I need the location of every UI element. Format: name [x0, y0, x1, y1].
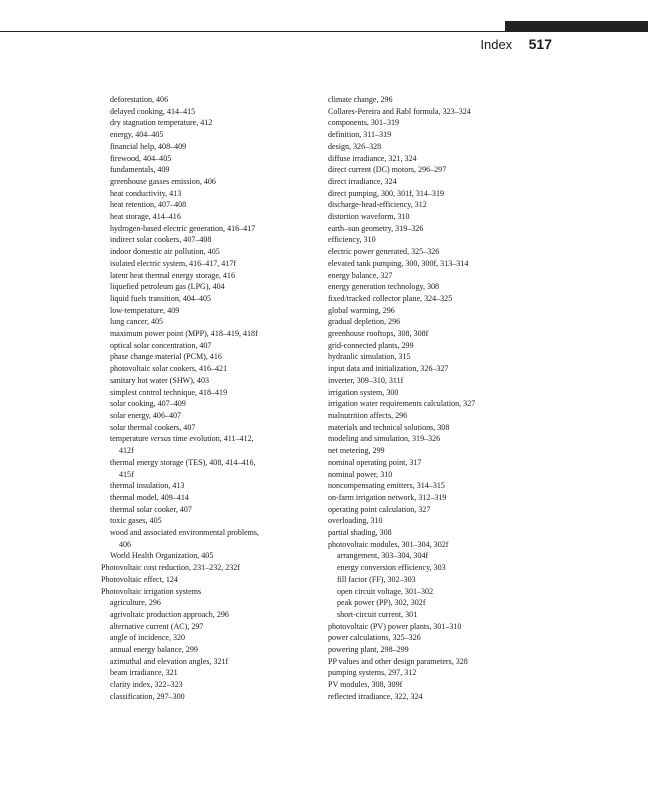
- index-entry: [101, 281, 301, 293]
- index-entry-text: Collares-Pereira and Rabl formula, 323–324: [328, 106, 471, 116]
- index-entry: [319, 457, 559, 469]
- index-entry-text: indirect solar cookers, 407–408: [110, 235, 212, 245]
- index-entry: [319, 539, 559, 551]
- index-entry-text: energy balance, 327: [328, 270, 393, 280]
- index-entry: [101, 609, 301, 621]
- index-entry: [101, 188, 301, 200]
- index-entry-text: climate change, 296: [328, 95, 393, 104]
- index-entry: [319, 480, 559, 492]
- index-entry: [319, 691, 559, 703]
- index-entry-text: arrangement, 303–304, 304f: [337, 551, 429, 561]
- index-entry-text: irrigation water requirements calculation, 327: [328, 399, 476, 409]
- index-entry-text: phase change material (PCM), 416: [110, 352, 222, 362]
- index-entry: [319, 270, 559, 282]
- index-entry: [101, 504, 301, 516]
- index-entry-text: efficiency, 310: [328, 235, 376, 245]
- index-entry-text: gradual depletion, 296: [328, 317, 401, 327]
- index-entry: [101, 351, 301, 363]
- index-entry: [101, 328, 301, 340]
- index-entry-text: clarity index, 322–323: [110, 680, 183, 690]
- index-entry-text: operating point calculation, 327: [328, 504, 431, 514]
- running-header: [480, 36, 552, 54]
- index-entry-text: agriculture, 296: [110, 598, 161, 608]
- index-column-right: [319, 94, 559, 703]
- index-entry-text: power calculations, 325–326: [328, 633, 421, 643]
- index-entry-text: heat retention, 407–408: [110, 200, 187, 210]
- index-entry: [319, 387, 559, 399]
- index-entry-text: materials and technical solutions, 308: [328, 422, 450, 432]
- index-entry-text: thermal energy storage (TES), 408, 414–416,: [110, 457, 256, 467]
- index-entry: [101, 94, 301, 106]
- index-entry: [319, 153, 559, 165]
- index-entry-text: overloading, 310: [328, 516, 383, 526]
- index-entry: [101, 293, 301, 305]
- index-entry-text: PV modules, 308, 309f: [328, 680, 403, 690]
- index-entry-text: malnutrition affects, 296: [328, 410, 408, 420]
- index-entry-text: partial shading, 308: [328, 528, 392, 538]
- index-entry-text: distortion waveform, 310: [328, 212, 410, 222]
- index-entry-text: on-farm irrigation network, 312–319: [328, 492, 447, 502]
- index-entry: [101, 550, 301, 562]
- index-entry: [319, 117, 559, 129]
- index-entry: [319, 504, 559, 516]
- index-entry: [319, 632, 559, 644]
- index-entry-text: World Health Organization, 405: [110, 551, 214, 561]
- index-entry-text: Photovoltaic cost reduction, 231–232, 232f: [101, 563, 241, 573]
- index-entry-text: electric power generated, 325–326: [328, 247, 440, 257]
- index-entry: [101, 141, 301, 153]
- index-entry-text: PP values and other design parameters, 328: [328, 656, 468, 666]
- index-entry: [101, 176, 301, 188]
- index-entry-text: agrivoltaic production approach, 296: [110, 609, 229, 619]
- index-entry-text: hydrogen-based electric generation, 416–417: [110, 223, 256, 233]
- index-entry: [101, 527, 301, 539]
- index-entry-text: definition, 311–319: [328, 130, 392, 140]
- index-entry: [101, 164, 301, 176]
- index-entry-text: open circuit voltage, 301–302: [337, 586, 434, 596]
- index-entry: [101, 492, 301, 504]
- index-entry: [319, 410, 559, 422]
- index-entry-text: elevated tank pumping, 300, 300f, 313–314: [328, 258, 469, 268]
- index-entry-text: direct pumping, 300, 301f, 314–319: [328, 188, 444, 198]
- index-entry: [101, 211, 301, 223]
- index-entry-text: photovoltaic (PV) power plants, 301–310: [328, 621, 462, 631]
- index-entry: [319, 375, 559, 387]
- index-entry-text: reflected irradiance, 322, 324: [328, 691, 423, 701]
- index-entry-text: heat storage, 414–416: [110, 212, 181, 222]
- index-entry-text: inverter, 309–310, 311f: [328, 375, 404, 385]
- index-entry: [319, 199, 559, 211]
- index-entry-text: simplest control technique, 418–419: [110, 387, 228, 397]
- index-entry-text: grid-connected plants, 299: [328, 340, 414, 350]
- index-entry-text: energy generation technology, 308: [328, 282, 440, 292]
- index-entry: [101, 621, 301, 633]
- index-entry-text: latent heat thermal energy storage, 416: [110, 270, 235, 280]
- index-entry: [101, 117, 301, 129]
- index-entry-text: fixed/tracked collector plane, 324–325: [328, 293, 453, 303]
- index-entry-text: low-temperature, 409: [110, 305, 180, 315]
- index-entry-text: greenhouse rooftops, 308, 308f: [328, 329, 429, 339]
- index-entry-text: liquid fuels transition, 404–405: [110, 293, 212, 303]
- page-number: 517: [528, 36, 552, 52]
- index-entry: [101, 375, 301, 387]
- header-rule: [0, 31, 648, 32]
- index-entry: [319, 586, 559, 598]
- header-accent-bar: [505, 21, 648, 31]
- index-entry: [101, 644, 301, 656]
- index-entry: [101, 316, 301, 328]
- index-entry: [101, 597, 301, 609]
- index-entry-text: beam irradiance, 321: [110, 668, 178, 678]
- index-entry-text: energy conversion efficiency, 303: [337, 563, 446, 573]
- index-entry-text: photovoltaic modules, 301–304, 302f: [328, 539, 449, 549]
- index-entry-text: discharge-head-efficiency, 312: [328, 200, 427, 210]
- index-entry-text: annual energy balance, 299: [110, 645, 198, 655]
- index-entry-text: dry stagnation temperature, 412: [110, 118, 213, 128]
- index-entry-text: hydraulic simulation, 315: [328, 352, 411, 362]
- index-entry-text: temperature versus time evolution, 411–412,: [110, 434, 254, 444]
- index-entry-text: nominal power, 310: [328, 469, 393, 479]
- index-entry: [319, 679, 559, 691]
- index-entry-continuation: 406: [119, 539, 132, 549]
- index-entry: [101, 656, 301, 668]
- index-entry: [101, 515, 301, 527]
- index-entry: [101, 340, 301, 352]
- index-entry: [319, 293, 559, 305]
- index-entry: [101, 270, 301, 282]
- index-entry: [101, 480, 301, 492]
- index-entry: [319, 351, 559, 363]
- index-entry: [101, 433, 301, 445]
- index-entry: [319, 164, 559, 176]
- index-entry: [101, 679, 301, 691]
- index-entry-text: toxic gases, 405: [110, 516, 162, 526]
- index-entry: [319, 445, 559, 457]
- index-entry-text: solar energy, 406–407: [110, 410, 182, 420]
- index-entry-text: lung cancer, 405: [110, 317, 164, 327]
- index-entry: [319, 94, 559, 106]
- index-entry-text: Photovoltaic irrigation systems: [101, 586, 202, 596]
- index-entry-text: deforestation, 406: [110, 95, 169, 104]
- index-entry-text: noncompensating emitters, 314–315: [328, 481, 445, 491]
- index-entry-text: azimuthal and elevation angles, 321f: [110, 656, 229, 666]
- index-entry: [101, 574, 301, 586]
- index-entry: [319, 469, 559, 481]
- index-entry-text: irrigation system, 300: [328, 387, 399, 397]
- index-entry: [319, 223, 559, 235]
- index-entry-text: thermal solar cooker, 407: [110, 504, 192, 514]
- index-entry: [319, 667, 559, 679]
- index-entry: [101, 422, 301, 434]
- index-entry: [319, 515, 559, 527]
- index-entry: [101, 363, 301, 375]
- index-entry-text: pumping systems, 297, 312: [328, 668, 417, 678]
- index-entry-text: liquefied petroleum gas (LPG), 404: [110, 282, 225, 292]
- index-entry: [319, 398, 559, 410]
- index-entry: [101, 562, 301, 574]
- index-entry: [319, 621, 559, 633]
- index-entry: [319, 106, 559, 118]
- index-entry-text: diffuse irradiance, 321, 324: [328, 153, 417, 163]
- index-entry-text: classification, 297–300: [110, 691, 185, 701]
- index-entry: [319, 328, 559, 340]
- index-entry-text: solar thermal cookers, 407: [110, 422, 196, 432]
- index-entry: [319, 422, 559, 434]
- index-entry-text: design, 326–328: [328, 141, 382, 151]
- index-entry: [319, 281, 559, 293]
- index-entry-text: delayed cooking, 414–415: [110, 106, 196, 116]
- index-entry: [319, 363, 559, 375]
- index-entry-text: alternative current (AC), 297: [110, 621, 204, 631]
- index-entry: [101, 153, 301, 165]
- index-entry-text: heat conductivity, 413: [110, 188, 182, 198]
- index-entry: [319, 234, 559, 246]
- index-entry: [101, 129, 301, 141]
- index-entry: [319, 433, 559, 445]
- index-entry: [101, 691, 301, 703]
- index-entry: [319, 129, 559, 141]
- index-entry-text: greenhouse gasses emission, 406: [110, 176, 216, 186]
- index-entry-continuation: 412f: [119, 446, 134, 456]
- index-entry-text: short-circuit current, 301: [337, 609, 418, 619]
- index-entry-text: energy, 404–405: [110, 130, 164, 140]
- index-entry-text: sanitary hot water (SHW), 403: [110, 375, 209, 385]
- index-entry: [101, 387, 301, 399]
- index-entry-text: solar cooking, 407–409: [110, 399, 186, 409]
- index-entry: [101, 258, 301, 270]
- index-entry: [319, 597, 559, 609]
- index-entry: [319, 562, 559, 574]
- index-entry-text: optical solar concentration, 407: [110, 340, 212, 350]
- index-entry: [319, 527, 559, 539]
- index-entry-text: thermal insulation, 413: [110, 481, 185, 491]
- index-entry: [101, 246, 301, 258]
- index-entry: [319, 550, 559, 562]
- index-entry-text: firewood, 404–405: [110, 153, 172, 163]
- index-entry: [101, 305, 301, 317]
- index-entry-text: fill factor (FF), 302–303: [337, 574, 416, 584]
- index-entry-text: thermal model, 409–414: [110, 492, 189, 502]
- index-entry-text: isolated electric system, 416–417, 417f: [110, 258, 237, 268]
- index-entry-text: peak power (PP), 302, 302f: [337, 598, 426, 608]
- index-entry: [319, 188, 559, 200]
- index-entry: [319, 644, 559, 656]
- index-entry-text: financial help, 408–409: [110, 141, 187, 151]
- index-entry-continuation: 415f: [119, 469, 134, 479]
- index-entry-text: input data and initialization, 326–327: [328, 364, 449, 374]
- index-entry: [319, 574, 559, 586]
- index-entry: [319, 316, 559, 328]
- index-entry: [101, 234, 301, 246]
- index-entry: [101, 410, 301, 422]
- index-entry-text: components, 301–319: [328, 118, 400, 128]
- index-entry-text: wood and associated environmental problems,: [110, 528, 260, 538]
- index-entry-text: global warming, 296: [328, 305, 395, 315]
- index-entry: [319, 609, 559, 621]
- index-entry: [319, 246, 559, 258]
- index-entry: [319, 258, 559, 270]
- index-entry-text: direct current (DC) motors, 296–297: [328, 165, 447, 175]
- index-entry-text: Photovoltaic effect, 124: [101, 574, 178, 584]
- index-entry: [101, 223, 301, 235]
- index-column-left: [101, 94, 301, 703]
- index-entry: [319, 340, 559, 352]
- index-entry-text: powering plant, 298–299: [328, 645, 409, 655]
- index-entry: [101, 632, 301, 644]
- index-entry-text: indoor domestic air pollution, 405: [110, 247, 220, 257]
- index-entry-text: earth–sun geometry, 319–326: [328, 223, 424, 233]
- index-entry-text: direct irradiance, 324: [328, 176, 397, 186]
- index-entry: [319, 176, 559, 188]
- index-entry: [101, 667, 301, 679]
- index-entry: [101, 106, 301, 118]
- index-entry-text: net metering, 299: [328, 446, 385, 456]
- index-entry-text: angle of incidence, 320: [110, 633, 186, 643]
- index-entry: [101, 457, 301, 469]
- index-entry: [101, 398, 301, 410]
- index-entry-text: maximum power point (MPP), 418–419, 418f: [110, 329, 258, 339]
- index-entry: [319, 211, 559, 223]
- index-entry: [319, 656, 559, 668]
- index-entry: [319, 141, 559, 153]
- index-entry: [319, 305, 559, 317]
- header-title: Index: [480, 37, 513, 52]
- index-entry: [101, 199, 301, 211]
- index-entry: [319, 492, 559, 504]
- index-entry-text: nominal operating point, 317: [328, 457, 422, 467]
- index-entry-text: modeling and simulation, 319–326: [328, 434, 441, 444]
- index-entry-text: photovoltaic solar cookers, 416–421: [110, 364, 228, 374]
- index-entry-text: fundamentals, 409: [110, 165, 170, 175]
- index-entry: [101, 586, 301, 598]
